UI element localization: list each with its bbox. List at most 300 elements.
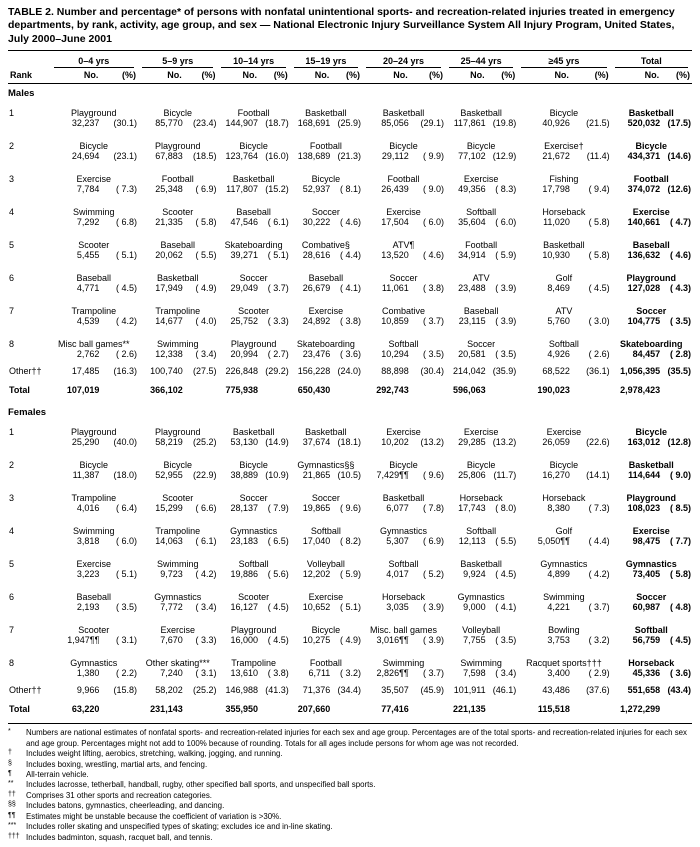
- activity-cell: Gymnastics§§: [297, 460, 355, 471]
- other-label: Other††: [9, 685, 42, 696]
- total-count-cell: 366,102: [150, 385, 183, 396]
- count-cell: 60,987: [632, 602, 661, 613]
- total-count-cell: 221,135: [453, 704, 486, 715]
- percent-cell: ( 6.1): [267, 217, 289, 228]
- total-pct-spacer: [410, 702, 445, 722]
- percent-cell: ( 3.9): [423, 602, 445, 613]
- footnote-text: Includes boxing, wrestling, martial arts, and fencing.: [26, 759, 208, 769]
- total-count-cell: 2,978,423: [620, 385, 661, 396]
- rank-spacer: [8, 503, 50, 520]
- percent-cell: ( 3.4): [495, 668, 517, 679]
- count-cell: 10,859: [381, 316, 409, 327]
- rank-cell: 4: [9, 526, 15, 537]
- age-group-label: 0–4 yrs: [54, 56, 134, 68]
- count-cell: 4,221: [547, 602, 570, 613]
- footnote: [8, 780, 692, 790]
- count-cell: 11,020: [543, 217, 570, 228]
- activity-cell: Swimming: [156, 559, 199, 570]
- footnote-text: Includes badminton, squash, racquet ball, and tennis.: [26, 832, 213, 842]
- count-cell: 28,137: [230, 503, 259, 514]
- percent-cell: ( 4.6): [339, 217, 361, 228]
- percent-cell: ( 4.4): [339, 250, 361, 261]
- activity-cell: Skateboarding: [296, 339, 355, 350]
- age-group-header: [611, 53, 692, 68]
- section-label: Males: [8, 88, 35, 100]
- activity-cell: Playground: [71, 108, 117, 119]
- percent-cell: ( 3.7): [423, 316, 445, 327]
- count-cell: 4,017: [386, 569, 409, 580]
- percent-cell: ( 8.5): [669, 503, 691, 514]
- rank-spacer: [8, 118, 50, 135]
- percent-cell: ( 6.0): [423, 217, 445, 228]
- percent-cell: ( 4.5): [588, 283, 610, 294]
- age-group-header: [517, 53, 610, 68]
- rank-spacer: [8, 283, 50, 300]
- activity-cell: Trampoline: [71, 493, 117, 504]
- footnote: [8, 791, 692, 801]
- count-cell: 1,947¶¶: [67, 635, 100, 646]
- percent-cell: (16.3): [113, 366, 138, 377]
- total-count-cell: 355,950: [225, 704, 259, 715]
- activity-cell: Exercise: [386, 207, 421, 218]
- percent-cell: (21.5): [586, 118, 610, 129]
- count-cell: 17,743: [458, 503, 486, 514]
- activity-cell: Volleyball: [306, 559, 345, 570]
- rank-spacer: [8, 470, 50, 487]
- count-cell: 101,911: [453, 685, 486, 696]
- count-cell: 34,914: [458, 250, 486, 261]
- activity-cell: Fishing: [549, 174, 579, 185]
- count-cell: 3,035: [386, 602, 409, 613]
- percent-cell: (15.2): [265, 184, 289, 195]
- corner-cell: [8, 53, 50, 68]
- activity-cell: ATV¶: [392, 240, 415, 251]
- count-cell: 40,926: [542, 118, 570, 129]
- activity-cell: Basketball: [460, 108, 502, 119]
- rank-spacer: [8, 569, 50, 586]
- footnote: [8, 833, 692, 843]
- activity-cell: Baseball: [463, 306, 499, 317]
- percent-cell: (25.2): [192, 437, 217, 448]
- activity-cell: Softball: [238, 559, 269, 570]
- count-cell: 8,469: [547, 283, 570, 294]
- activity-cell: Baseball: [236, 207, 271, 218]
- count-cell: 9,924: [463, 569, 486, 580]
- footnote-symbol: †: [8, 749, 12, 757]
- activity-cell: Baseball: [76, 273, 112, 284]
- activity-cell: Softball: [634, 625, 668, 636]
- activity-cell: Football: [161, 174, 194, 185]
- rank-spacer: [8, 151, 50, 168]
- count-cell: 39,271: [230, 250, 259, 261]
- activity-cell: Scooter: [78, 625, 110, 636]
- percent-cell: ( 4.6): [423, 250, 445, 261]
- activity-cell: Playground: [230, 625, 277, 636]
- count-cell: 15,299: [155, 503, 183, 514]
- activity-cell: Gymnastics: [154, 592, 202, 603]
- count-cell: 56,759: [632, 635, 661, 646]
- activity-cell: Soccer: [389, 273, 418, 284]
- activity-row: [8, 586, 692, 602]
- activity-cell: Golf: [555, 526, 573, 537]
- percent-cell: (36.1): [586, 366, 610, 377]
- rank-cell: 3: [9, 493, 15, 504]
- percent-cell: ( 4.7): [669, 217, 691, 228]
- count-cell: 25,752: [230, 316, 259, 327]
- percent-cell: ( 2.2): [116, 668, 138, 679]
- percent-cell: (12.6): [667, 184, 691, 195]
- percent-cell: ( 7.9): [267, 503, 289, 514]
- percent-cell: ( 6.9): [195, 184, 217, 195]
- percent-cell: (30.1): [113, 118, 138, 129]
- percent-cell: (18.5): [192, 151, 217, 162]
- count-cell: 4,539: [76, 316, 100, 327]
- activity-row: [8, 168, 692, 184]
- footnote-text: Comprises 31 other sports and recreation categories.: [26, 790, 212, 800]
- activity-cell: Bicycle: [635, 427, 668, 438]
- activity-cell: Basketball: [382, 493, 425, 504]
- age-group-label: 25–44 yrs: [449, 56, 513, 68]
- activity-cell: Exercise: [463, 427, 499, 438]
- count-cell: 114,644: [628, 470, 661, 481]
- activity-cell: Horseback: [381, 592, 426, 603]
- activity-cell: Exercise†: [544, 141, 584, 152]
- age-group-header: [290, 53, 362, 68]
- percent-cell: ( 4.5): [267, 635, 289, 646]
- activity-cell: Gymnastics: [457, 592, 505, 603]
- activity-cell: Football: [309, 658, 342, 669]
- rank-cell: 6: [9, 273, 15, 284]
- activity-cell: Football: [309, 141, 342, 152]
- age-group-header: [445, 53, 517, 68]
- numbers-row: [8, 151, 692, 168]
- count-cell: 3,400: [547, 668, 570, 679]
- percent-cell: ( 3.8): [423, 283, 445, 294]
- count-cell: 88,898: [381, 366, 409, 377]
- percent-cell: (35.9): [492, 366, 517, 377]
- percent-cell: (25.2): [192, 685, 217, 696]
- percent-cell: (37.6): [586, 685, 610, 696]
- percent-cell: (30.4): [420, 366, 445, 377]
- age-group-label: 5–9 yrs: [142, 56, 213, 68]
- percent-cell: ( 9.0): [423, 184, 445, 195]
- total-count-cell: 1,272,299: [620, 704, 661, 715]
- percent-cell: ( 3.3): [195, 635, 217, 646]
- activity-cell: Swimming: [73, 207, 115, 218]
- count-cell: 3,818: [76, 536, 100, 547]
- percent-cell: ( 5.2): [423, 569, 445, 580]
- footnote-text: All-terrain vehicle.: [26, 770, 89, 779]
- numbers-row: [8, 536, 692, 553]
- footnote-symbol: ***: [8, 822, 17, 830]
- total-count-cell: 231,143: [150, 704, 183, 715]
- activity-cell: Horseback: [459, 493, 503, 504]
- percent-cell: ( 4.0): [195, 316, 217, 327]
- percent-cell: ( 5.5): [495, 536, 517, 547]
- footnote: [8, 822, 692, 832]
- rank-cell: 1: [9, 427, 15, 438]
- count-cell: 24,892: [302, 316, 331, 327]
- count-cell: 9,966: [76, 685, 100, 696]
- count-cell: 10,202: [381, 437, 409, 448]
- activity-row: [8, 553, 692, 569]
- activity-cell: Softball: [388, 339, 419, 350]
- percent-cell: (14.1): [586, 470, 610, 481]
- count-cell: 7,240: [160, 668, 183, 679]
- footnote-symbol: ¶: [8, 770, 12, 777]
- numbers-row: [8, 668, 692, 685]
- count-cell: 2,826¶¶: [376, 668, 409, 679]
- percent-cell: ( 4.2): [588, 569, 610, 580]
- percent-cell: ( 6.9): [423, 536, 445, 547]
- rank-spacer: [8, 184, 50, 201]
- pct-column-header: (%): [184, 68, 218, 84]
- activity-cell: Skateboarding: [620, 339, 683, 350]
- footnote-symbol: *: [8, 728, 11, 736]
- percent-cell: ( 2.7): [267, 349, 289, 360]
- count-cell: 140,661: [627, 217, 661, 228]
- footnote: [8, 812, 692, 822]
- percent-cell: (18.1): [337, 437, 361, 448]
- percent-cell: ( 6.6): [195, 503, 217, 514]
- percent-cell: ( 8.0): [495, 503, 517, 514]
- percent-cell: ( 7.3): [588, 503, 610, 514]
- count-cell: 85,056: [381, 118, 409, 129]
- activity-cell: Basketball: [628, 460, 674, 471]
- percent-cell: (29.1): [420, 118, 445, 129]
- percent-cell: ( 5.6): [267, 569, 289, 580]
- activity-cell: Swimming: [156, 339, 199, 350]
- percent-cell: ( 4.5): [495, 569, 517, 580]
- percent-cell: ( 5.9): [339, 569, 361, 580]
- count-cell: 108,023: [627, 503, 661, 514]
- no-column-header: No.: [138, 68, 184, 84]
- numbers-row: [8, 437, 692, 454]
- table-body: [8, 84, 692, 723]
- count-cell: 434,371: [627, 151, 661, 162]
- percent-cell: ( 7.8): [423, 503, 445, 514]
- age-group-label: ≥45 yrs: [521, 56, 606, 68]
- percent-cell: ( 5.1): [116, 250, 138, 261]
- percent-cell: ( 3.5): [495, 635, 517, 646]
- rank-spacer: [8, 316, 50, 333]
- percent-cell: ( 3.9): [495, 316, 517, 327]
- count-cell: 11,061: [381, 283, 409, 294]
- activity-cell: Football: [237, 108, 270, 119]
- activity-cell: Bicycle: [163, 460, 192, 471]
- activity-cell: Exercise: [308, 306, 344, 317]
- percent-cell: ( 2.6): [116, 349, 138, 360]
- count-cell: 29,285: [458, 437, 486, 448]
- activity-row: [8, 135, 692, 151]
- percent-cell: (22.6): [586, 437, 610, 448]
- percent-cell: ( 3.4): [195, 349, 217, 360]
- age-group-header: [50, 53, 138, 68]
- activity-cell: Football: [465, 240, 498, 251]
- activity-cell: Bicycle: [311, 174, 341, 185]
- count-cell: 26,059: [542, 437, 570, 448]
- activity-cell: Other skating***: [145, 658, 210, 669]
- count-cell: 17,798: [542, 184, 570, 195]
- count-cell: 16,127: [230, 602, 259, 613]
- count-cell: 7,784: [76, 184, 100, 195]
- count-cell: 35,507: [381, 685, 409, 696]
- rank-spacer: [8, 250, 50, 267]
- percent-cell: ( 3.8): [267, 668, 289, 679]
- activity-cell: Bicycle: [549, 460, 579, 471]
- percent-cell: (40.0): [113, 437, 138, 448]
- rank-spacer: [8, 349, 50, 366]
- activity-cell: Golf: [555, 273, 573, 284]
- activity-cell: Basketball: [460, 559, 502, 570]
- activity-cell: Trampoline: [231, 658, 276, 669]
- activity-cell: Racquet sports†††: [526, 658, 602, 669]
- total-count-cell: 292,743: [376, 385, 409, 396]
- count-cell: 73,405: [632, 569, 661, 580]
- total-pct-spacer: [259, 702, 290, 722]
- count-cell: 3,223: [76, 569, 100, 580]
- activity-row: [8, 520, 692, 536]
- count-cell: 25,290: [71, 437, 100, 448]
- age-group-header-row: [8, 53, 692, 68]
- count-cell: 20,581: [458, 349, 486, 360]
- percent-cell: ( 4.9): [339, 635, 361, 646]
- percent-cell: (17.5): [667, 118, 691, 129]
- count-cell: 1,380: [76, 668, 100, 679]
- count-cell: 29,049: [230, 283, 259, 294]
- count-cell: 5,307: [386, 536, 409, 547]
- percent-cell: (10.9): [265, 470, 289, 481]
- numbers-row: [8, 217, 692, 234]
- activity-cell: Swimming: [543, 592, 585, 603]
- count-cell: 23,488: [458, 283, 486, 294]
- activity-cell: Gymnastics: [625, 559, 677, 570]
- count-cell: 146,988: [225, 685, 259, 696]
- count-cell: 21,672: [542, 151, 570, 162]
- percent-cell: ( 3.5): [495, 349, 517, 360]
- count-cell: 77,102: [458, 151, 486, 162]
- numbers-row: [8, 470, 692, 487]
- rank-cell: 7: [9, 625, 15, 636]
- percent-cell: ( 4.8): [669, 602, 691, 613]
- count-cell: 551,658: [627, 685, 661, 696]
- footnote-text: Includes batons, gymnastics, cheerleading, and dancing.: [26, 801, 225, 811]
- activity-cell: Trampoline: [155, 526, 201, 537]
- numbers-row: [8, 283, 692, 300]
- count-cell: 13,610: [230, 668, 259, 679]
- count-cell: 117,861: [453, 118, 486, 129]
- rank-spacer: [8, 602, 50, 619]
- activity-cell: Basketball: [382, 108, 425, 119]
- percent-cell: ( 9.6): [423, 470, 445, 481]
- count-cell: 10,652: [302, 602, 331, 613]
- activity-row: [8, 619, 692, 635]
- percent-cell: ( 5.8): [588, 250, 610, 261]
- activity-cell: Gymnastics: [70, 658, 118, 669]
- count-cell: 138,689: [297, 151, 331, 162]
- other-label: Other††: [9, 366, 42, 377]
- percent-cell: ( 3.7): [588, 602, 610, 613]
- count-cell: 7,292: [76, 217, 100, 228]
- total-count-cell: 107,019: [66, 385, 100, 396]
- count-cell: 35,604: [458, 217, 486, 228]
- footnote-symbol: §: [8, 759, 12, 767]
- activity-cell: Playground: [71, 427, 117, 438]
- pct-column-header: (%): [410, 68, 445, 84]
- age-group-label: Total: [615, 56, 688, 68]
- activity-cell: Baseball: [76, 592, 112, 603]
- percent-cell: (34.4): [337, 685, 361, 696]
- activity-cell: Softball: [466, 207, 497, 218]
- percent-cell: ( 3.5): [423, 349, 445, 360]
- activity-cell: Exercise: [308, 592, 344, 603]
- activity-cell: Basketball: [628, 108, 674, 119]
- percent-cell: (29.2): [265, 366, 289, 377]
- percent-cell: ( 3.1): [116, 635, 138, 646]
- percent-cell: (18.7): [265, 118, 289, 129]
- activity-cell: Scooter: [78, 240, 110, 251]
- activity-row: [8, 102, 692, 118]
- rank-cell: 6: [9, 592, 15, 603]
- count-cell: 7,429¶¶: [376, 470, 409, 481]
- numbers-row: [8, 503, 692, 520]
- activity-cell: Basketball: [543, 240, 585, 251]
- count-cell: 4,926: [547, 349, 570, 360]
- pct-column-header: (%): [661, 68, 692, 84]
- percent-cell: ( 3.6): [339, 349, 361, 360]
- percent-cell: ( 4.3): [669, 283, 691, 294]
- count-cell: 23,183: [230, 536, 259, 547]
- activity-cell: Swimming: [460, 658, 502, 669]
- activity-cell: Basketball: [232, 427, 275, 438]
- activity-cell: Horseback: [542, 493, 586, 504]
- activity-cell: Bicycle: [635, 141, 668, 152]
- percent-cell: (13.2): [420, 437, 445, 448]
- percent-cell: (11.4): [586, 151, 610, 162]
- percent-cell: ( 3.5): [116, 602, 138, 613]
- activity-cell: Bicycle: [311, 625, 341, 636]
- activity-cell: Basketball: [156, 273, 199, 284]
- numbers-row: [8, 349, 692, 366]
- rank-cell: 3: [9, 174, 15, 185]
- percent-cell: ( 2.9): [588, 668, 610, 679]
- total-pct-spacer: [100, 383, 138, 403]
- count-cell: 71,376: [302, 685, 331, 696]
- percent-cell: ( 4.4): [588, 536, 610, 547]
- total-count-cell: 190,023: [537, 385, 570, 396]
- activity-cell: Exercise: [546, 427, 582, 438]
- total-pct-spacer: [410, 383, 445, 403]
- total-pct-spacer: [661, 383, 692, 403]
- total-pct-spacer: [571, 383, 611, 403]
- count-cell: 38,889: [230, 470, 259, 481]
- count-cell: 2,762: [76, 349, 100, 360]
- count-cell: 1,056,395: [620, 366, 661, 377]
- total-count-cell: 207,660: [297, 704, 331, 715]
- activity-cell: Combative: [381, 306, 426, 317]
- pct-column-header: (%): [571, 68, 611, 84]
- count-cell: 104,775: [627, 316, 661, 327]
- percent-cell: ( 4.1): [339, 283, 361, 294]
- activity-cell: ATV: [555, 306, 573, 317]
- total-row: [8, 383, 692, 403]
- no-column-header: No.: [445, 68, 487, 84]
- count-cell: 19,886: [230, 569, 259, 580]
- percent-cell: ( 4.2): [195, 569, 217, 580]
- activity-cell: Bicycle: [79, 141, 109, 152]
- count-cell: 7,670: [160, 635, 183, 646]
- activity-cell: Exercise: [632, 207, 670, 218]
